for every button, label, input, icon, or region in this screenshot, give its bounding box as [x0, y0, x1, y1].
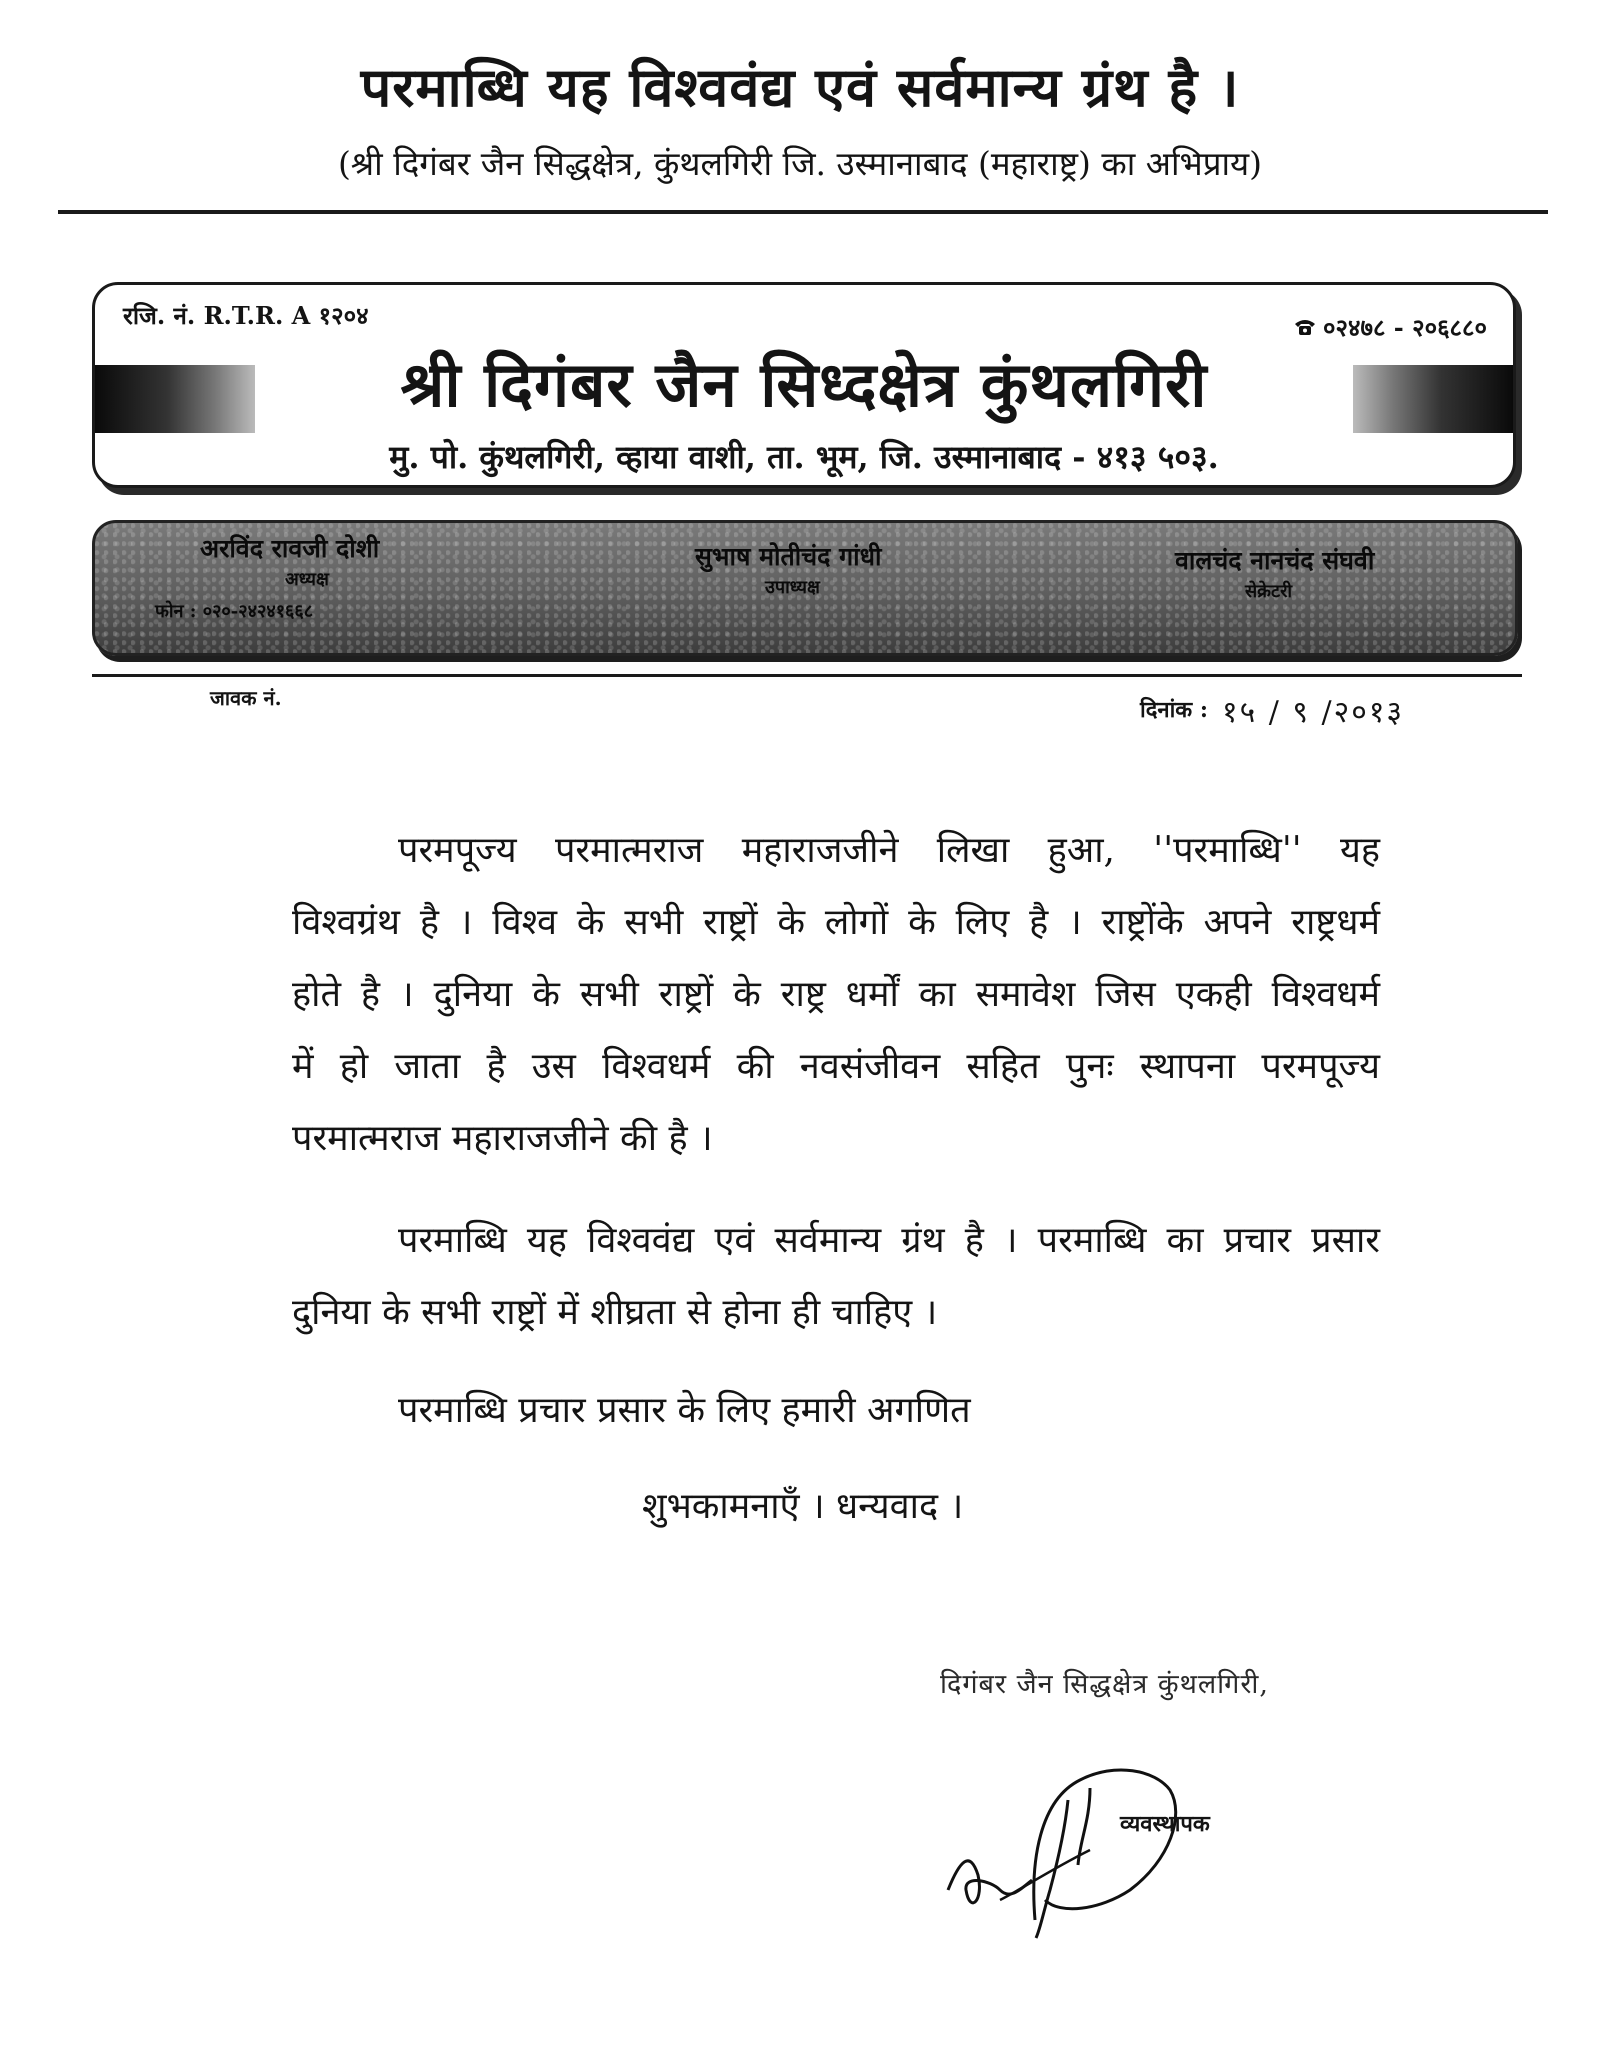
- page-subtitle: (श्री दिगंबर जैन सिद्धक्षेत्र, कुंथलगिरी जि. उस्मानाबाद (महाराष्ट्र) का अभिप्राय): [337, 144, 1263, 183]
- letterhead-phone: [1293, 311, 1487, 344]
- registration-number: रजि. नं. R.T.R. A १२०४: [123, 301, 369, 330]
- letterhead-divider: [92, 674, 1522, 677]
- body-line: परमपूज्य परमात्मराज महाराजजीने लिखा हुआ, ''परमाब्धि'' यह: [398, 830, 1380, 871]
- body-line: दुनिया के सभी राष्ट्रों में शीघ्रता से होना ही चाहिए ।: [292, 1292, 938, 1333]
- body-line: विश्वग्रंथ है । विश्व के सभी राष्ट्रों के लोगों के लिए है । राष्ट्रोंके अपने राष्ट्रधर्म: [292, 902, 1380, 943]
- phone-icon: [1293, 313, 1317, 342]
- body-line: में हो जाता है उस विश्वधर्म की नवसंजीवन सहित पुनः स्थापना परमपूज्य: [292, 1046, 1380, 1087]
- letterhead-box: [92, 282, 1516, 488]
- institution-name: श्री दिगंबर जैन सिध्दक्षेत्र कुंथलगिरी: [400, 348, 1208, 421]
- officer-vice-president-role: उपाध्यक्ष: [765, 577, 820, 598]
- date-label: दिनांक :: [1140, 697, 1208, 723]
- officer-president-role: अध्यक्ष: [285, 569, 329, 590]
- institution-address: मु. पो. कुंथलगिरी, व्हाया वाशी, ता. भूम, जि. उस्मानाबाद - ४१३ ५०३.: [389, 438, 1219, 476]
- signatory-organization: दिगंबर जैन सिद्धक्षेत्र कुंथलगिरी,: [940, 1669, 1269, 1700]
- officer-president-phone: फोन : ०२०-२४२४१६६८: [155, 601, 314, 622]
- body-line: होते है । दुनिया के सभी राष्ट्रों के राष्ट्र धर्मों का समावेश जिस एकही विश्वधर्म: [292, 974, 1380, 1015]
- date-value: १५ / ९ /२०१३: [1222, 695, 1405, 730]
- page-title: परमाब्धि यह विश्ववंद्य एवं सर्वमान्य ग्रंथ है ।: [360, 55, 1240, 119]
- signatory-title: व्यवस्थापक: [1120, 1811, 1210, 1837]
- officer-secretary-role: सेक्रेटरी: [1245, 581, 1293, 602]
- body-line: परमात्मराज महाराजजीने की है ।: [292, 1118, 713, 1159]
- handwritten-signature: [940, 1740, 1280, 1944]
- officer-president-name: अरविंद रावजी दोशी: [200, 534, 380, 563]
- phone-number-text: ०२४७८ - २०६८८०: [1323, 313, 1487, 342]
- body-line: परमाब्धि यह विश्ववंद्य एवं सर्वमान्य ग्रंथ है । परमाब्धि का प्रचार प्रसार: [398, 1220, 1380, 1261]
- officer-vice-president-name: सुभाष मोतीचंद गांधी: [695, 542, 882, 571]
- title-divider: [58, 210, 1548, 214]
- officers-strip: [92, 520, 1518, 656]
- closing-line: शुभकामनाएँ । धन्यवाद ।: [642, 1486, 964, 1527]
- officer-secretary-name: वालचंद नानचंद संघवी: [1175, 546, 1375, 575]
- reference-number-label: जावक नं.: [210, 686, 282, 710]
- body-line: परमाब्धि प्रचार प्रसार के लिए हमारी अगणित: [398, 1390, 971, 1431]
